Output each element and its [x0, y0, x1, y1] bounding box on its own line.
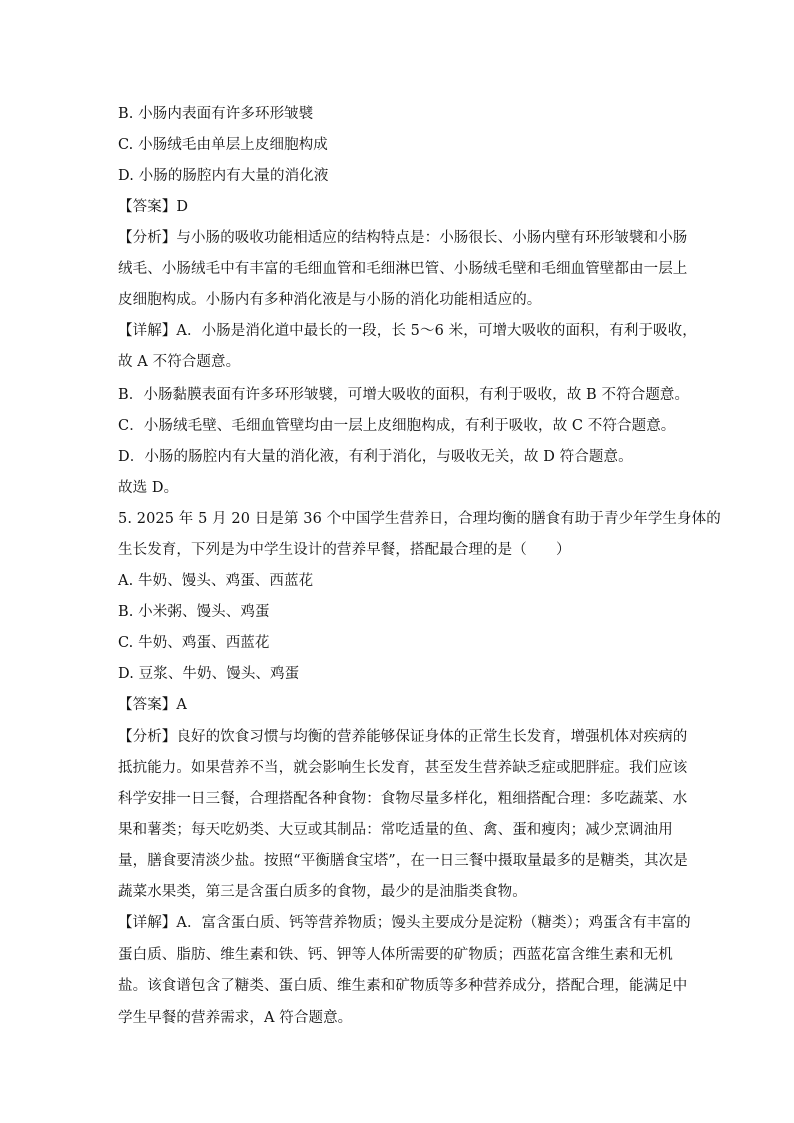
- q5-analysis-line-2: 抵抗能力。如果营养不当，就会影响生长发育，甚至发生营养缺乏症或肥胖症。我们应该: [118, 760, 688, 776]
- q4-analysis-text-1: 与小肠的吸收功能相适应的结构特点是：小肠很长、小肠内壁有环形皱襞和小肠: [176, 230, 688, 246]
- q5-detail-tag: 【详解】: [118, 915, 177, 931]
- q4-analysis-line-3: 皮细胞构成。小肠内有多种消化液是与小肠的消化功能相适应的。: [118, 292, 542, 308]
- q4-answer-value: D: [176, 199, 189, 215]
- q5-option-a: A. 牛奶、馒头、鸡蛋、西蓝花: [118, 573, 314, 589]
- q4-detail-tag: 【详解】: [118, 323, 177, 339]
- q5-option-c: C. 牛奶、鸡蛋、西蓝花: [118, 635, 270, 651]
- q5-analysis-line-4: 果和薯类；每天吃奶类、大豆或其制品：常吃适量的鱼、禽、蛋和瘦肉；减少烹调油用: [118, 822, 673, 838]
- q4-option-c: C. 小肠绒毛由单层上皮细胞构成: [118, 137, 328, 153]
- q5-detail-line-1: [118, 913, 691, 933]
- q5-answer-tag: 【答案】: [118, 697, 177, 713]
- q4-analysis-tag: 【分析】: [118, 230, 177, 246]
- q4-detail-line-3: B．小肠黏膜表面有许多环形皱襞，可增大吸收的面积，有利于吸收，故 B 不符合题意。: [118, 387, 690, 403]
- q4-conclusion: 故选 D。: [118, 480, 179, 496]
- q4-analysis-line-1: [118, 228, 688, 248]
- q5-detail-line-4: 学生早餐的营养需求，A 符合题意。: [118, 1010, 353, 1026]
- q5-analysis-line-1: [118, 727, 688, 747]
- q5-analysis-text-1: 良好的饮食习惯与均衡的营养能够保证身体的正常生长发育，增强机体对疾病的: [176, 729, 688, 745]
- q5-option-b: B. 小米粥、馒头、鸡蛋: [118, 604, 270, 620]
- q5-detail-line-2: 蛋白质、脂肪、维生素和铁、钙、钾等人体所需要的矿物质；西蓝花富含维生素和无机: [118, 947, 673, 963]
- q4-option-b: B. 小肠内表面有许多环形皱襞: [118, 106, 314, 122]
- q5-option-d: D. 豆浆、牛奶、馒头、鸡蛋: [118, 666, 300, 682]
- q4-detail-line-1: [118, 321, 697, 341]
- q4-option-d: D. 小肠的肠腔内有大量的消化液: [118, 168, 329, 184]
- q5-detail-text-1: A．富含蛋白质、钙等营养物质；馒头主要成分是淀粉（糖类）；鸡蛋含有丰富的: [176, 915, 691, 931]
- q5-detail-line-3: 盐。该食谱包含了糖类、蛋白质、维生素和矿物质等多种营养成分，搭配合理，能满足中: [118, 978, 688, 994]
- q5-analysis-tag: 【分析】: [118, 729, 177, 745]
- q4-answer: [118, 197, 678, 217]
- q4-answer-tag: 【答案】: [118, 199, 177, 215]
- q4-detail-text-1: A．小肠是消化道中最长的一段，长 5～6 米，可增大吸收的面积，有利于吸收，: [176, 323, 697, 339]
- q5-answer: [118, 695, 678, 715]
- q5-stem-line-1: 5. 2025 年 5 月 20 日是第 36 个中国学生营养日，合理均衡的膳食有助于青少年学生身体的: [118, 511, 721, 527]
- q4-detail-line-2: 故 A 不符合题意。: [118, 354, 241, 370]
- q4-detail-line-5: D．小肠的肠腔内有大量的消化液，有利于消化，与吸收无关，故 D 符合题意。: [118, 449, 633, 465]
- q5-answer-value: A: [176, 697, 187, 713]
- q5-analysis-line-3: 科学安排一日三餐，合理搭配各种食物：食物尽量多样化，粗细搭配合理：多吃蔬菜、水: [118, 791, 688, 807]
- q4-analysis-line-2: 绒毛、小肠绒毛中有丰富的毛细血管和毛细淋巴管、小肠绒毛壁和毛细血管壁都由一层上: [118, 261, 688, 277]
- q5-stem-line-2: 生长发育，下列是为中学生设计的营养早餐，搭配最合理的是（ ）: [118, 542, 571, 558]
- q5-analysis-line-6: 蔬菜水果类，第三是含蛋白质多的食物，最少的是油脂类食物。: [118, 884, 527, 900]
- q5-analysis-line-5: 量，膳食要清淡少盐。按照“平衡膳食宝塔”，在一日三餐中摄取量最多的是糖类，其次是: [118, 853, 688, 869]
- q4-detail-line-4: C．小肠绒毛壁、毛细血管壁均由一层上皮细胞构成，有利于吸收，故 C 不符合题意。: [118, 418, 676, 434]
